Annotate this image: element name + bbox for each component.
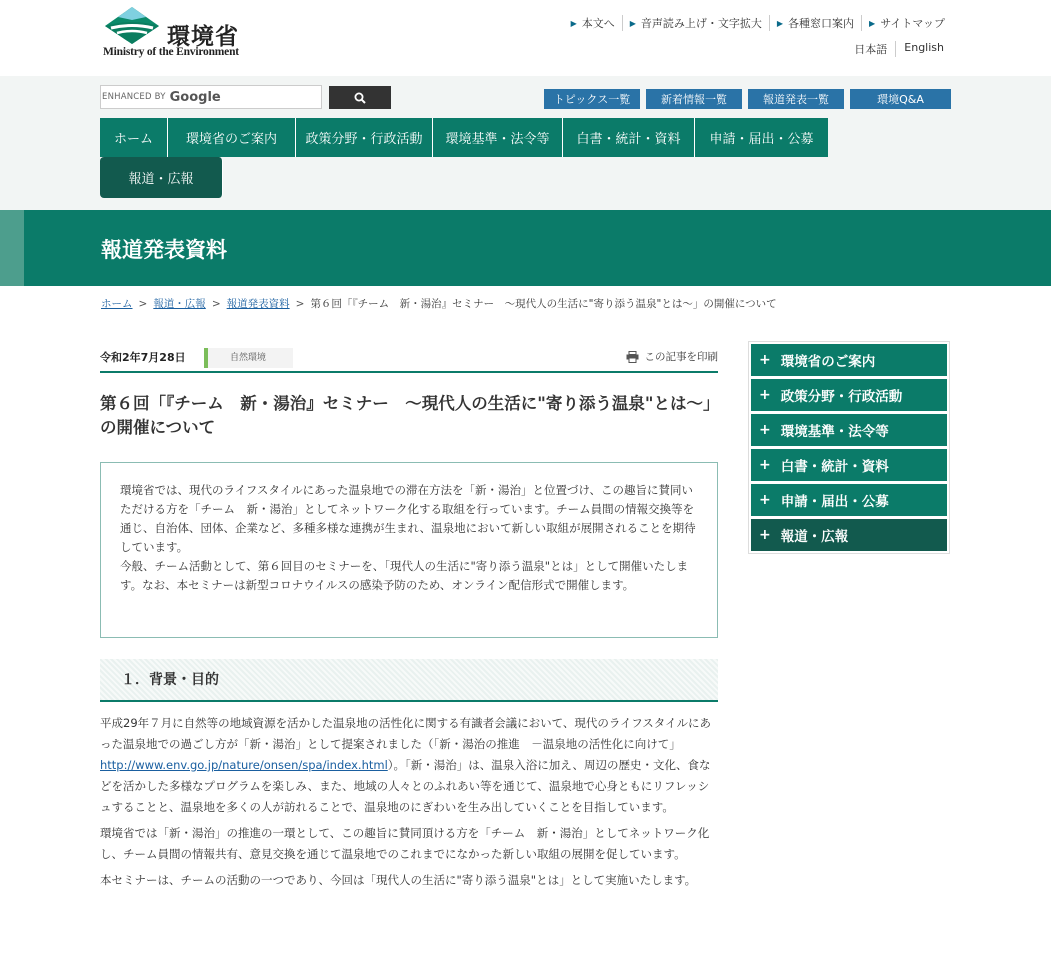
side-nav-press[interactable]: + 報道・広報	[751, 519, 947, 551]
enhanced-by-label: ENHANCED BY	[102, 92, 166, 102]
article-body	[100, 713, 718, 896]
gnav-home[interactable]: ホーム	[100, 118, 168, 157]
printer-icon	[626, 351, 639, 363]
section-heading: １．背景・目的	[100, 659, 718, 702]
summary-paragraph-1: 環境省では、現代のライフスタイルにあった温泉地での滞在方法を「新・湯治」と位置づけ、この趣旨に賛同いただける方を「チーム 新・湯治」としてネットワーク化する取組を行っています。チーム員間の情報交換等を通じ、自治体、団体、企業など、多種多様な連携が生まれ、温泉地において新しい取組が展開されることを期待しています。	[120, 483, 696, 554]
gnav-about[interactable]: 環境省のご案内	[168, 118, 296, 157]
plus-icon: +	[759, 352, 771, 368]
title-rule	[100, 371, 718, 373]
side-nav-application[interactable]: + 申請・届出・公募	[751, 484, 947, 516]
body-paragraph-2: 環境省では「新・湯治」の推進の一環として、この趣旨に賛同頂ける方を「チーム 新・湯治」としてネットワーク化し、チーム員間の情報共有、意見交換を通じて温泉地でのこれまでになかった新しい取組の展開を促しています。	[100, 826, 710, 861]
search-icon	[354, 92, 366, 104]
onsen-link[interactable]: http://www.env.go.jp/nature/onsen/spa/index.html	[100, 758, 388, 772]
body-paragraph-1: 平成29年７月に自然等の地域資源を活かした温泉地の活性化に関する有識者会議において、現代のライフスタイルにあった温泉地での過ごし方が「新・湯治」として提案されました（「新・湯治の推進 －温泉地の活性化に向けて」http://www.env.go.jp/nature/onsen/spa/index.html）。「新・湯治」は、温泉入浴に加え、周辺の歴史・文化、食などを活かした多様なプログラムを楽しみ、また、地域の人々とのふれあい等を通じて、温泉地で心身ともにリフレッシュすることと、温泉地を多くの人が訪れることで、温泉地のにぎわいを生み出していくことを目指しています。	[100, 716, 712, 814]
language-links	[846, 41, 952, 57]
lang-japanese[interactable]: 日本語	[854, 43, 888, 56]
site-logo[interactable]	[101, 6, 261, 64]
article-date: 令和2年7月28日	[100, 351, 186, 364]
logo-text: 環境省	[167, 24, 239, 50]
side-nav-policy[interactable]: + 政策分野・行政活動	[751, 379, 947, 411]
logo-english: Ministry of the Environment	[103, 46, 239, 58]
topic-buttons	[544, 89, 957, 109]
utility-links	[564, 15, 952, 31]
gnav-standards[interactable]: 環境基準・法令等	[433, 118, 563, 157]
summary-box	[100, 462, 718, 638]
arrow-right-icon: ▶	[776, 18, 784, 28]
topics-list-button[interactable]: トピックス一覧	[544, 89, 640, 109]
new-info-button[interactable]: 新着情報一覧	[646, 89, 742, 109]
plus-icon: +	[759, 492, 771, 508]
arrow-right-icon: ▶	[629, 18, 636, 28]
breadcrumb: ホーム > 報道・広報 > 報道発表資料 > 第６回「『チーム 新・湯治』セミナー ～現代人の生活に"寄り添う温泉"とは～」の開催について	[101, 298, 777, 310]
global-nav	[100, 118, 840, 198]
gnav-application[interactable]: 申請・届出・公募	[695, 118, 828, 157]
arrow-right-icon: ▶	[869, 18, 876, 28]
summary-paragraph-2: 今般、チーム活動として、第６回目のセミナーを、「現代人の生活に"寄り添う温泉"とは」として開催いたします。なお、本セミナーは新型コロナウイルスの感染予防のため、オンライン配信形式で開催します。	[120, 559, 689, 592]
page-title: 報道発表資料	[101, 238, 227, 262]
breadcrumb-press[interactable]: 報道・広報	[153, 298, 206, 310]
qa-button[interactable]: 環境Q&A	[850, 89, 951, 109]
press-list-button[interactable]: 報道発表一覧	[748, 89, 844, 109]
side-nav	[748, 341, 950, 554]
util-link-voice[interactable]: ▶ 音声読み上げ・文字拡大	[622, 15, 769, 31]
search-button[interactable]	[329, 86, 391, 109]
moe-logo-mark-icon	[101, 6, 163, 46]
plus-icon: +	[759, 457, 771, 473]
breadcrumb-current: 第６回「『チーム 新・湯治』セミナー ～現代人の生活に"寄り添う温泉"とは～」の開催について	[310, 298, 777, 310]
gnav-press[interactable]: 報道・広報	[100, 157, 223, 198]
util-link-main[interactable]: ▶ 本文へ	[570, 17, 615, 30]
plus-icon: +	[759, 527, 771, 543]
arrow-right-icon: ▶	[570, 18, 577, 28]
nav-band	[0, 76, 1051, 210]
plus-icon: +	[759, 422, 771, 438]
lang-english[interactable]: English	[895, 41, 952, 57]
util-link-sitemap[interactable]: ▶ サイトマップ	[861, 15, 952, 31]
side-nav-standards[interactable]: + 環境基準・法令等	[751, 414, 947, 446]
site-header	[0, 0, 1051, 76]
gnav-whitepaper[interactable]: 白書・統計・資料	[563, 118, 695, 157]
breadcrumb-press-release[interactable]: 報道発表資料	[226, 298, 290, 310]
article-title: 第６回「『チーム 新・湯治』セミナー ～現代人の生活に"寄り添う温泉"とは～」の開催について	[100, 394, 712, 437]
gnav-policy[interactable]: 政策分野・行政活動	[296, 118, 433, 157]
category-tag: 自然環境	[204, 348, 293, 368]
page-title-band	[0, 210, 1051, 286]
print-link[interactable]: この記事を印刷	[626, 349, 719, 364]
plus-icon: +	[759, 387, 771, 403]
breadcrumb-home[interactable]: ホーム	[101, 298, 133, 310]
search-input[interactable]	[100, 85, 322, 109]
side-nav-about[interactable]: + 環境省のご案内	[751, 344, 947, 376]
side-nav-whitepaper[interactable]: + 白書・統計・資料	[751, 449, 947, 481]
body-paragraph-3: 本セミナーは、チームの活動の一つであり、今回は「現代人の生活に"寄り添う温泉"とは」として実施いたします。	[100, 873, 697, 887]
title-band-stripe	[0, 210, 24, 286]
util-link-contact[interactable]: ▶ 各種窓口案内	[769, 15, 861, 31]
google-label: Google	[169, 89, 221, 105]
